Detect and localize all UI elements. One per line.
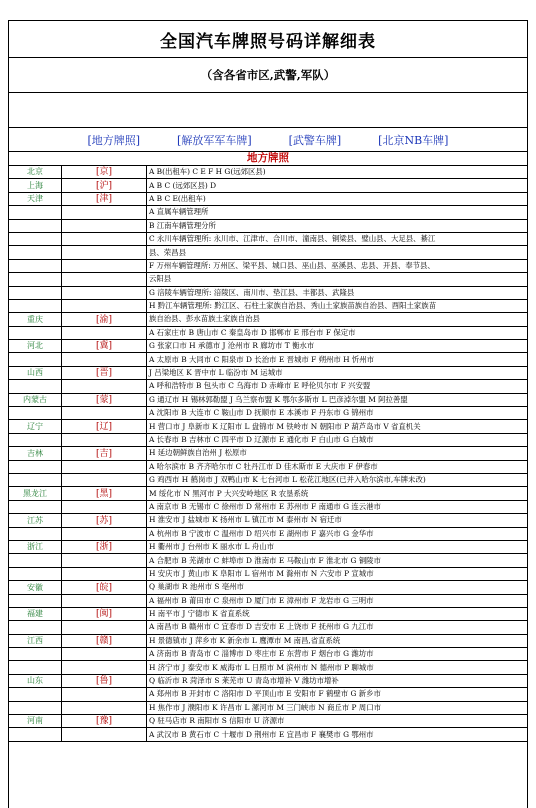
province-cell: 山东 [9,674,62,687]
codes-cell: Q 驻马店市 R 南阳市 S 信阳市 U 济源市 [147,715,528,728]
province-cell [9,621,62,634]
abbr-cell: [浙] [62,540,147,553]
table-row [9,621,527,634]
province-cell [9,648,62,661]
abbr-cell [62,299,147,312]
codes-cell: M 绥化市 N 黑河市 P 大兴安岭地区 R 农垦系统 [147,487,528,500]
codes-cell: 县、荣昌县 [147,246,528,259]
table-row [9,715,527,728]
codes-cell: A 石家庄市 B 唐山市 C 秦皇岛市 D 邯郸市 E 邢台市 F 保定市 [147,326,528,339]
province-cell [9,232,62,245]
codes-cell: H 淮安市 J 盐城市 K 扬州市 L 镇江市 M 泰州市 N 宿迁市 [147,514,528,527]
abbr-cell [62,621,147,634]
page-title: 全国汽车牌照号码详解细表 [9,21,527,58]
codes-cell: B 江南车辆管理分所 [147,219,528,232]
codes-cell: H 景德镇市 J 萍乡市 K 新余市 L 鹰潭市 M 南昌,省直系统 [147,634,528,647]
abbr-cell [62,380,147,393]
codes-cell: H 南平市 J 宁德市 K 省直系统 [147,607,528,620]
province-cell [9,353,62,366]
abbr-cell [62,688,147,701]
blank-row [9,93,527,128]
codes-cell: Q 巢湖市 R 池州市 S 亳州市 [147,581,528,594]
codes-cell: A 沈阳市 B 大连市 C 鞍山市 D 抚顺市 E 本溪市 F 丹东市 G 锦州市 [147,407,528,420]
codes-cell: H 安庆市 J 黄山市 K 阜阳市 L 宿州市 M 滁州市 N 六安市 P 宣城市 [147,567,528,580]
codes-cell: Q 临沂市 R 菏泽市 S 莱芜市 U 青岛市增补 V 潍坊市增补 [147,674,528,687]
codes-cell: G 张家口市 H 承德市 J 沧州市 R 廊坊市 T 衡水市 [147,340,528,353]
province-cell: 北京 [9,166,62,179]
abbr-cell [62,554,147,567]
table-row [9,500,527,513]
table-row [9,554,527,567]
codes-cell: A 哈尔滨市 B 齐齐哈尔市 C 牡丹江市 D 佳木斯市 E 大庆市 F 伊春市 [147,460,528,473]
codes-cell: H 黔江车辆管理所: 黔江区、石柱土家族自治县、秀山土家族苗族自治县、酉阳土家族苗 [147,299,528,312]
codes-cell: 云阳县 [147,273,528,286]
province-cell [9,567,62,580]
codes-cell: A 郑州市 B 开封市 C 洛阳市 D 平顶山市 E 安阳市 F 鹤壁市 G 新乡市 [147,688,528,701]
document-sheet [8,20,528,808]
province-cell [9,473,62,486]
table-row [9,674,527,687]
province-cell [9,688,62,701]
table-row [9,527,527,540]
table-row [9,366,527,379]
abbr-cell: [豫] [62,715,147,728]
codes-cell: 族自治县、彭水苗族土家族自治县 [147,313,528,326]
table-row [9,581,527,594]
abbr-cell [62,353,147,366]
province-cell: 山西 [9,366,62,379]
table-row [9,701,527,714]
codes-cell: A 济南市 B 青岛市 C 淄博市 D 枣庄市 E 东营市 F 烟台市 G 潍坊市 [147,648,528,661]
table-row [9,273,527,286]
codes-cell: A 武汉市 B 黄石市 C 十堰市 D 荆州市 E 宜昌市 F 襄樊市 G 鄂州市 [147,728,528,741]
province-cell [9,527,62,540]
province-cell [9,219,62,232]
plate-table [9,166,527,742]
province-cell [9,433,62,446]
table-row [9,192,527,205]
table-row [9,246,527,259]
table-row [9,540,527,553]
province-cell: 吉林 [9,447,62,460]
codes-cell: A 杭州市 B 宁波市 C 温州市 D 绍兴市 E 湖州市 F 嘉兴市 G 金华市 [147,527,528,540]
abbr-cell [62,326,147,339]
codes-cell: G 通辽市 H 锡林郭勒盟 J 乌兰察布盟 K 鄂尔多斯市 L 巴彦淖尔盟 M 阿拉善盟 [147,393,528,406]
codes-cell: H 延边朝鲜族自治州 J 松原市 [147,447,528,460]
codes-cell: A 太原市 B 大同市 C 阳泉市 D 长治市 E 晋城市 F 朔州市 H 忻州市 [147,353,528,366]
codes-cell: H 营口市 J 阜新市 K 辽阳市 L 盘锦市 M 铁岭市 N 朝阳市 P 葫芦岛市 V 省直机关 [147,420,528,433]
table-row [9,514,527,527]
table-row [9,473,527,486]
section-title: 地方牌照 [9,152,527,166]
province-cell [9,273,62,286]
abbr-cell [62,407,147,420]
link-army-plates[interactable]: [解放军军车牌] [177,133,252,147]
province-cell [9,299,62,312]
province-cell: 浙江 [9,540,62,553]
abbr-cell [62,661,147,674]
abbr-cell [62,567,147,580]
link-beijing-nb-plates[interactable]: [北京NB车牌] [378,133,449,147]
codes-cell: H 济宁市 J 泰安市 K 威海市 L 日照市 M 滨州市 N 德州市 P 聊城市 [147,661,528,674]
table-row [9,407,527,420]
abbr-cell: [黑] [62,487,147,500]
province-cell: 辽宁 [9,420,62,433]
codes-cell: A 南京市 B 无锡市 C 徐州市 D 常州市 E 苏州市 F 南通市 G 连云港市 [147,500,528,513]
abbr-cell [62,286,147,299]
abbr-cell [62,594,147,607]
table-row [9,420,527,433]
table-row [9,179,527,192]
table-row [9,594,527,607]
abbr-cell [62,273,147,286]
codes-cell: A B(出租车) C E F H G(远郊区县) [147,166,528,179]
table-row [9,648,527,661]
table-row [9,661,527,674]
province-cell [9,326,62,339]
province-cell: 福建 [9,607,62,620]
abbr-cell: [渝] [62,313,147,326]
table-row [9,166,527,179]
codes-cell: J 吕梁地区 K 晋中市 L 临汾市 M 运城市 [147,366,528,379]
page-subtitle: （含各省市区,武警,军队） [9,58,527,93]
codes-cell: A 呼和浩特市 B 包头市 C 乌海市 D 赤峰市 E 呼伦贝尔市 F 兴安盟 [147,380,528,393]
abbr-cell [62,219,147,232]
abbr-cell [62,206,147,219]
abbr-cell [62,527,147,540]
table-row [9,433,527,446]
province-cell: 天津 [9,192,62,205]
table-row [9,567,527,580]
link-local-plates[interactable]: [地方牌照] [87,133,141,147]
codes-cell: A 南昌市 B 赣州市 C 宜春市 D 吉安市 E 上饶市 F 抚州市 G 九江市 [147,621,528,634]
section-links [9,128,527,152]
abbr-cell: [蒙] [62,393,147,406]
abbr-cell: [吉] [62,447,147,460]
codes-cell: A 直属车辆管理所 [147,206,528,219]
province-cell [9,259,62,272]
abbr-cell: [辽] [62,420,147,433]
province-cell [9,701,62,714]
province-cell [9,286,62,299]
abbr-cell [62,728,147,741]
abbr-cell [62,473,147,486]
province-cell [9,728,62,741]
province-cell [9,661,62,674]
abbr-cell [62,232,147,245]
abbr-cell: [津] [62,192,147,205]
codes-cell: A B C E(出租车) [147,192,528,205]
province-cell [9,460,62,473]
table-row [9,259,527,272]
table-row [9,447,527,460]
table-row [9,487,527,500]
table-row [9,380,527,393]
abbr-cell: [晋] [62,366,147,379]
table-row [9,607,527,620]
province-cell: 内蒙古 [9,393,62,406]
abbr-cell: [苏] [62,514,147,527]
codes-cell: A 合肥市 B 芜湖市 C 蚌埠市 D 淮南市 E 马鞍山市 F 淮北市 G 铜陵市 [147,554,528,567]
abbr-cell [62,460,147,473]
table-row [9,313,527,326]
abbr-cell [62,648,147,661]
abbr-cell: [赣] [62,634,147,647]
table-row [9,206,527,219]
abbr-cell [62,246,147,259]
table-row [9,326,527,339]
province-cell [9,554,62,567]
table-row [9,728,527,741]
table-row [9,634,527,647]
province-cell [9,206,62,219]
codes-cell: A 长春市 B 吉林市 C 四平市 D 辽源市 E 通化市 F 白山市 G 白城市 [147,433,528,446]
province-cell: 江苏 [9,514,62,527]
table-row [9,286,527,299]
table-row [9,299,527,312]
table-row [9,232,527,245]
abbr-cell [62,259,147,272]
province-cell: 重庆 [9,313,62,326]
province-cell: 河南 [9,715,62,728]
province-cell: 黑龙江 [9,487,62,500]
province-cell [9,407,62,420]
abbr-cell: [闽] [62,607,147,620]
province-cell: 江西 [9,634,62,647]
province-cell: 安徽 [9,581,62,594]
table-row [9,393,527,406]
codes-cell: A 福州市 B 莆田市 C 泉州市 D 厦门市 E 漳州市 F 龙岩市 G 三明市 [147,594,528,607]
abbr-cell [62,433,147,446]
table-row [9,688,527,701]
table-row [9,353,527,366]
codes-cell: F 万州车辆管理所: 万州区、梁平县、城口县、巫山县、巫溪县、忠县、开县、奉节县、 [147,259,528,272]
province-cell [9,246,62,259]
table-row [9,340,527,353]
province-cell [9,500,62,513]
codes-cell: C 永川车辆管理所: 永川市、江津市、合川市、潼南县、铜梁县、璧山县、大足县、綦江 [147,232,528,245]
codes-cell: H 焦作市 J 濮阳市 K 许昌市 L 漯河市 M 三门峡市 N 商丘市 P 周口市 [147,701,528,714]
abbr-cell [62,500,147,513]
codes-cell: G 鸡西市 H 鹤岗市 J 双鸭山市 K 七台河市 L 松花江地区(已并入哈尔滨市,车牌未改) [147,473,528,486]
link-police-plates[interactable]: [武警车牌] [288,133,342,147]
province-cell [9,380,62,393]
province-cell: 河北 [9,340,62,353]
province-cell: 上海 [9,179,62,192]
abbr-cell: [皖] [62,581,147,594]
table-row [9,219,527,232]
abbr-cell [62,701,147,714]
abbr-cell: [京] [62,166,147,179]
province-cell [9,594,62,607]
abbr-cell: [沪] [62,179,147,192]
codes-cell: A B C (远郊区县) D [147,179,528,192]
abbr-cell: [鲁] [62,674,147,687]
abbr-cell: [冀] [62,340,147,353]
codes-cell: G 涪陵车辆管理所: 涪陵区、南川市、垫江县、丰都县、武隆县 [147,286,528,299]
table-row [9,460,527,473]
codes-cell: H 衢州市 J 台州市 K 丽水市 L 舟山市 [147,540,528,553]
